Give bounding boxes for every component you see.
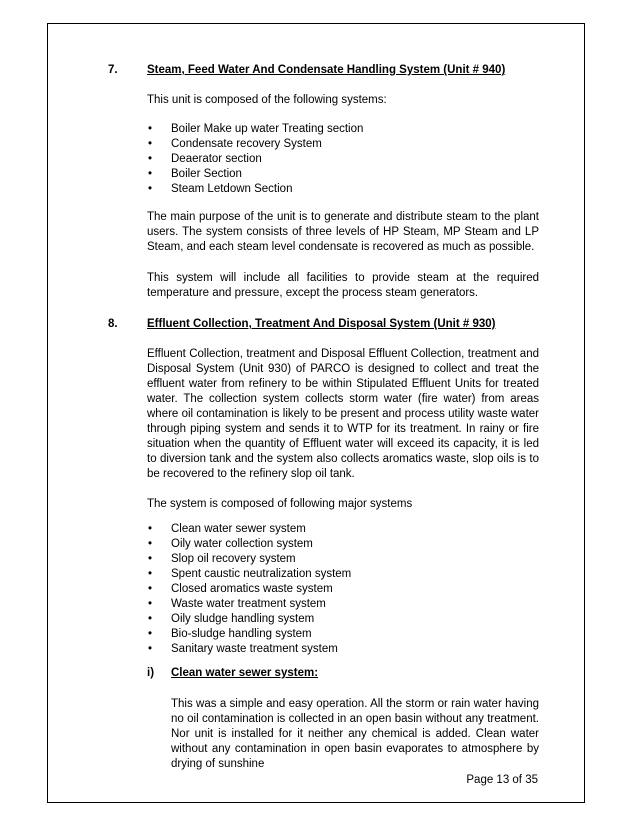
subsection-i-text: This was a simple and easy operation. All the storm or rain water having no oil contamination is collected in an open basin without any treatment. Nor unit is installed for it neither any chemical is added. Clean water without any contamination in open basin evaporates to atmosphere by drying of sunshine [171, 698, 539, 770]
list-item: • Steam Letdown Section [147, 182, 363, 197]
section-8-paragraph-1: Effluent Collection, treatment and Disposal Effluent Collection, treatment and Disposal System (Unit 930) of PARCO is designed to collect and treat the effluent water from refinery to be within Stipulated Effluent Units for treated water. The collection system collects storm water (fire water) from areas where oil contamination is likely to be present and process utility waste water through piping system and sends it to WTP for its treatment. In rainy or fire situation when the quantity of Effluent water will exceed its capacity, it is led to diversion tank and the system also collects aromatics waste, slop oils is to be recovered to the refinery slop oil tank. [147, 348, 539, 480]
list-item: • Spent caustic neutralization system [147, 567, 351, 582]
section-8-list [147, 522, 351, 657]
subsection-i-title: Clean water sewer system: [171, 667, 319, 679]
subsection-i-number: i) [147, 667, 155, 679]
list-item: • Deaerator section [147, 152, 363, 167]
list-item: • Slop oil recovery system [147, 552, 351, 567]
section-7-title: Steam, Feed Water And Condensate Handling System (Unit # 940) [147, 64, 506, 76]
section-7-number: 7. [108, 64, 118, 76]
section-8-number: 8. [108, 318, 118, 330]
list-item: • Condensate recovery System [147, 137, 363, 152]
list-item: • Closed aromatics waste system [147, 582, 351, 597]
list-item: • Boiler Section [147, 167, 363, 182]
section-7-list [147, 122, 363, 197]
list-item: • Oily water collection system [147, 537, 351, 552]
list-item: • Clean water sewer system [147, 522, 351, 537]
list-item: • Boiler Make up water Treating section [147, 122, 363, 137]
section-8-title: Effluent Collection, Treatment And Disposal System (Unit # 930) [147, 318, 496, 330]
page-number: Page 13 of 35 [466, 774, 538, 786]
section-7-paragraph-2: This system will include all facilities to provide steam at the required temperature and pressure, except the process steam generators. [147, 272, 539, 299]
section-7-paragraph-1: The main purpose of the unit is to generate and distribute steam to the plant users. The system consists of three levels of HP Steam, MP Steam and LP Steam, and each steam level condensate is recovered as much as possible. [147, 211, 539, 253]
list-item: • Sanitary waste treatment system [147, 642, 351, 657]
list-item: • Waste water treatment system [147, 597, 351, 612]
section-8-intro: The system is composed of following major systems [147, 498, 413, 510]
section-7-intro: This unit is composed of the following systems: [147, 94, 387, 106]
list-item: • Oily sludge handling system [147, 612, 351, 627]
list-item: • Bio-sludge handling system [147, 627, 351, 642]
